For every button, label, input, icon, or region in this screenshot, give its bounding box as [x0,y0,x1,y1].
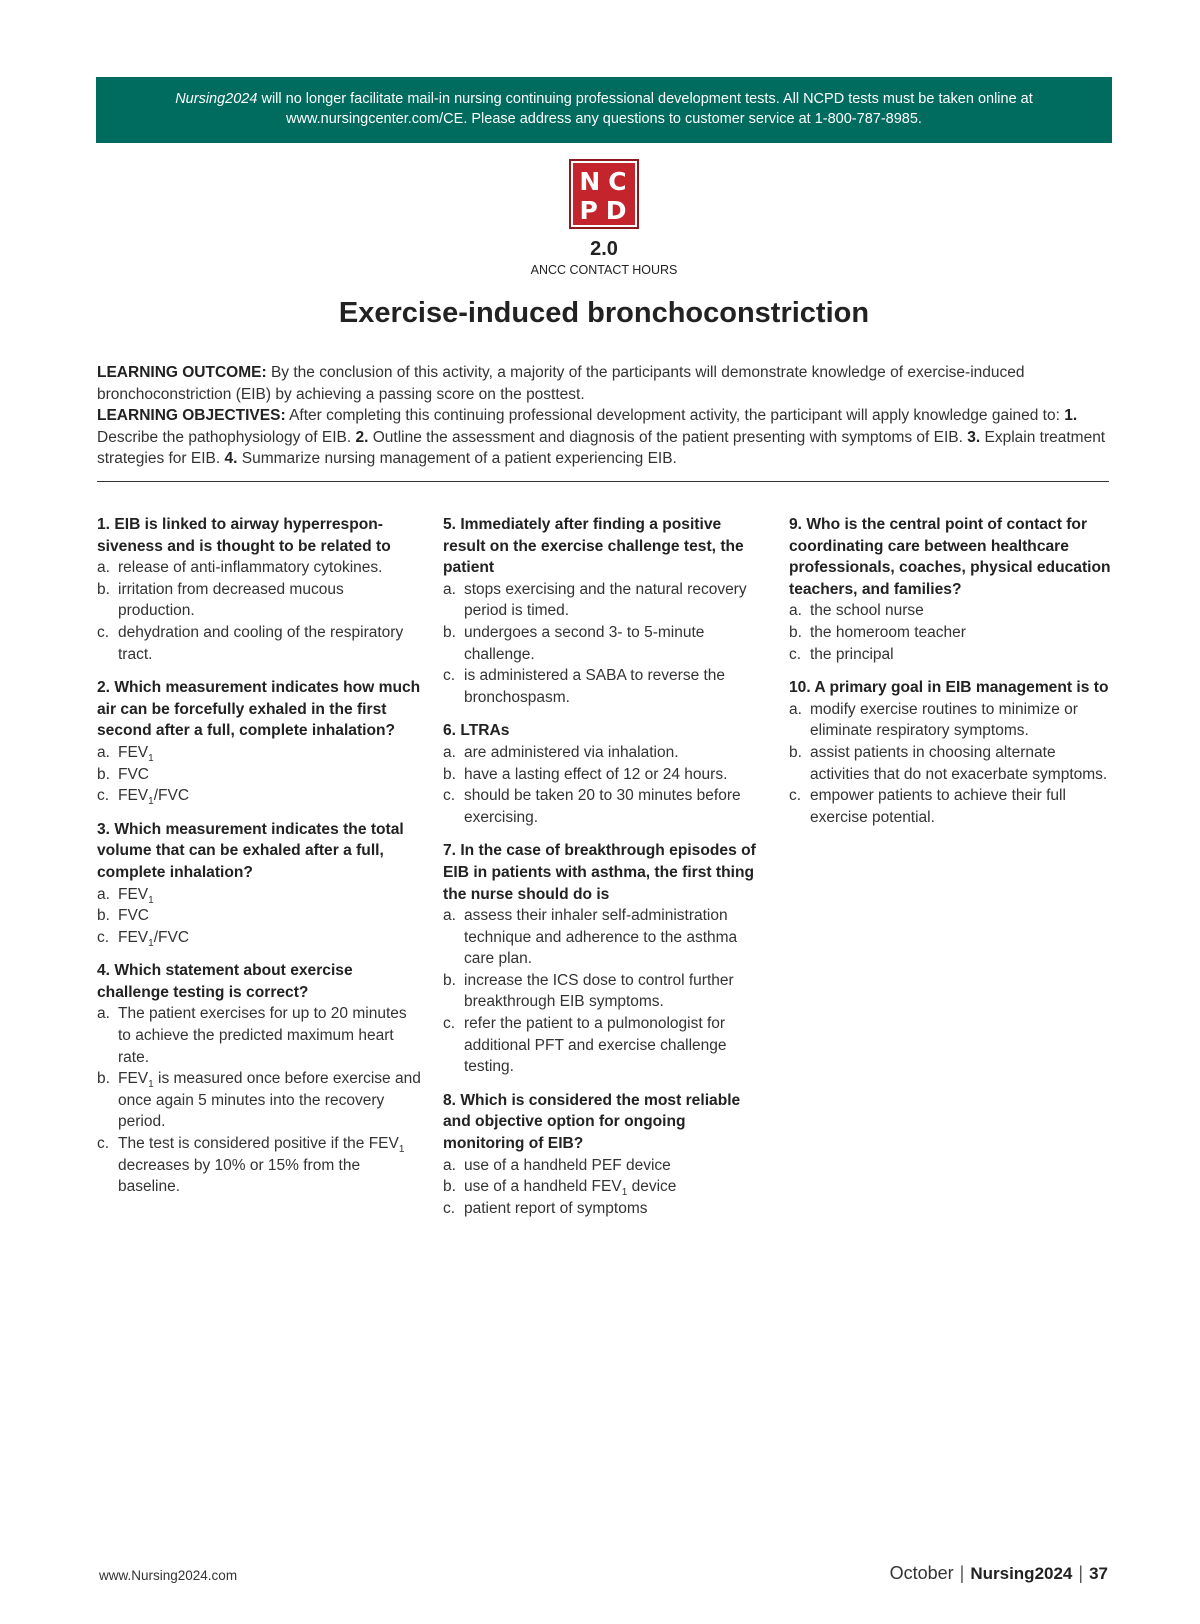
option-a[interactable]: a. $FEV_1$ [97,743,154,765]
question-stem: 3. Which measurement indicates the total volume that can be exhaled after a full, complete inhalation? [97,820,404,881]
option-b[interactable]: b. $FEV_1$ is measured once before exercise and once again 5 minutes into the recovery period. [97,1070,421,1131]
question-column-1 [97,514,421,1210]
question-stem: 6. LTRAs [443,722,510,740]
page-title: Exercise-induced bronchoconstriction [338,297,870,329]
question-6 [443,720,767,828]
logo-row-2: PD [579,196,635,225]
outcome-label: LEARNING OUTCOME: [97,364,267,381]
learning-intro [97,362,1109,470]
question-column-2 [443,514,767,1231]
question-stem: 10. A primary goal in EIB management is to [789,679,1109,697]
option-c[interactable]: c. the principal [789,645,894,663]
objective-text: Outline the assessment and diagnosis of the patient presenting with symptoms of EIB. [372,428,963,446]
question-stem: 7. In the case of breakthrough episodes of EIB in patients with asthma, the first thing the nurse should do is [443,842,756,903]
question-stem: 4. Which statement about exercise challenge testing is correct? [97,962,353,1001]
section-divider [97,481,1109,482]
banner-line1: will no longer facilitate mail-in nursing continuing professional development tests. All NCPD tests must be taken online at [261,91,1033,107]
ncpd-logo [569,159,639,229]
option-c[interactable]: c. refer the patient to a pulmonologist for additional PFT and exercise challenge testing. [443,1015,727,1076]
option-a[interactable]: a. The patient exercises for up to 20 minutes to achieve the predicted maximum heart rate. [97,1005,407,1066]
objective-text: Summarize nursing management of a patient experiencing EIB. [241,450,677,467]
learning-objectives [97,405,1109,470]
option-c[interactable]: c. $FEV_1$/FVC [97,787,190,808]
objective-num: 3. [967,428,981,446]
option-a[interactable]: a. are administered via inhalation. [443,743,679,761]
option-b[interactable]: b. the homeroom teacher [789,623,966,641]
question-9 [789,514,1113,665]
option-b[interactable]: b. irritation from decreased mucous production. [97,580,344,620]
option-a[interactable]: a. stops exercising and the natural recovery period is timed. [443,580,747,620]
question-2 [97,677,421,807]
option-c[interactable]: c. patient report of symptoms [443,1199,648,1217]
footer-website[interactable]: www.Nursing2024.com [99,1568,238,1583]
question-5 [443,514,767,708]
option-a[interactable]: a. modify exercise routines to minimize or eliminate respiratory symptoms. [789,700,1078,740]
option-c[interactable]: c. The test is considered positive if the $FEV_1$ decreases by 10% or 15% from the baseline. [97,1135,405,1196]
question-8 [443,1090,767,1220]
question-stem: 1. EIB is linked to airway hyperresponsiveness and is thought to be related to [97,516,391,555]
option-b[interactable]: b. have a lasting effect of 12 or 24 hours. [443,765,728,783]
logo-row-1: NC [579,167,635,196]
question-4 [97,960,421,1198]
contact-hours-value: 2.0 [590,238,618,260]
option-b[interactable]: b. assist patients in choosing alternate activities that do not exacerbate symptoms. [789,743,1108,783]
page-number: 37 [1089,1564,1108,1583]
question-3 [97,819,421,949]
option-c[interactable]: c. is administered a SABA to reverse the bronchospasm. [443,667,726,706]
footer-separator: | [1078,1563,1084,1583]
objective-text: Describe the pathophysiology of EIB. [97,428,352,446]
question-7 [443,840,767,1078]
ncpd-logo-container [0,159,1200,229]
question-stem: 8. Which is considered the most reliable and objective option for ongoing monitoring of EIB? [443,1091,741,1153]
banner-line2: www.nursingcenter.com/CE. Please address any questions to customer service at 1-800-787-8985. [286,111,922,127]
option-c[interactable]: c. should be taken 20 to 30 minutes before exercising. [443,787,741,826]
objective-num: 1. [1064,407,1078,424]
footer-month: October [889,1563,954,1583]
footer-magazine: Nursing2024 [970,1564,1073,1583]
option-a[interactable]: a. $FEV_1$ [97,885,154,906]
question-10 [789,677,1113,828]
contact-hours-label: ANCC CONTACT HOURS [530,263,678,277]
option-c[interactable]: c. $FEV_1$/FVC [97,928,190,949]
question-stem: 2. Which measurement indicates how much air can be forcefully exhaled in the first second after a full, complete inhalation? [97,679,421,740]
footer-page-info [890,1563,1108,1584]
option-c[interactable]: c. dehydration and cooling of the respiratory tract. [97,623,404,663]
objective-num: 2. [355,428,369,446]
notice-banner [96,77,1112,143]
option-a[interactable]: a. use of a handheld PEF device [443,1156,671,1174]
question-column-3 [789,514,1113,840]
option-a[interactable]: a. assess their inhaler self-administration technique and adherence to the asthma care plan. [443,907,738,968]
objective-num: 4. [224,450,238,467]
outcome-text: By the conclusion of this activity, a majority of the participants will demonstrate knowledge of exercise-induced bronchoconstriction (EIB) by achieving a passing score on the posttest. [97,364,1025,403]
banner-publication: Nursing2024 [175,91,258,107]
objectives-text: After completing this continuing professional development activity, the participant will apply knowledge gained to: [289,407,1060,424]
option-a[interactable]: a. the school nurse [789,602,924,620]
option-a[interactable]: a. release of anti-inflammatory cytokines. [97,559,383,577]
option-b[interactable]: b. FVC [97,907,149,925]
question-1 [97,514,421,665]
option-c[interactable]: c. empower patients to achieve their full exercise potential. [789,787,1066,826]
footer-separator: | [959,1563,965,1583]
question-stem: 5. Immediately after finding a positive result on the exercise challenge test, the patient [443,516,744,577]
option-b[interactable]: b. FVC [97,765,149,783]
question-stem: 9. Who is the central point of contact for coordinating care between healthcare professionals, coaches, physical education teachers, and families? [789,516,1111,598]
learning-outcome [97,362,1109,405]
objective-text: Explain treatment strategies for EIB. [97,428,1106,467]
option-b[interactable]: b. undergoes a second 3- to 5-minute challenge. [443,623,705,663]
option-b[interactable]: b. use of a handheld $FEV_1$ device [443,1178,677,1199]
objectives-label: LEARNING OBJECTIVES: [97,407,286,424]
option-b[interactable]: b. increase the ICS dose to control further breakthrough EIB symptoms. [443,971,734,1011]
